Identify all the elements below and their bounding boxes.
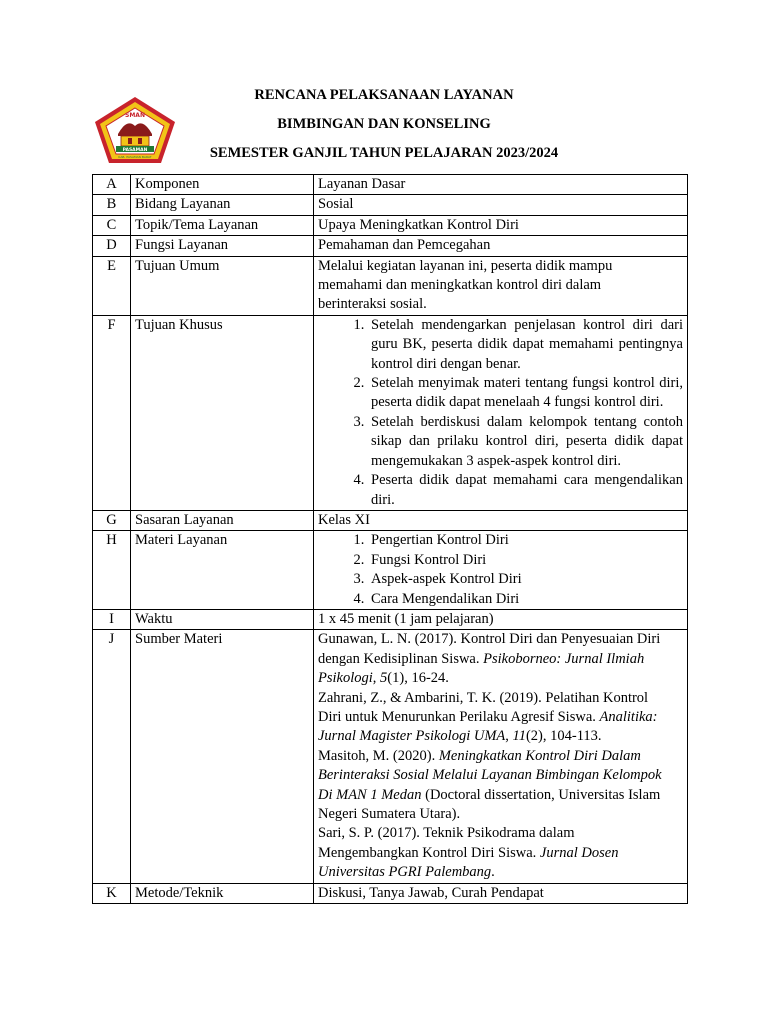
header-title-line3: SEMESTER GANJIL TAHUN PELAJARAN 2023/2024 <box>209 145 559 161</box>
reference-entry <box>318 630 673 688</box>
row-value: Diskusi, Tanya Jawab, Curah Pendapat <box>314 883 688 903</box>
row-label: Materi Layanan <box>131 531 314 610</box>
reference-entry <box>318 689 673 747</box>
table-row <box>93 630 688 883</box>
row-label: Sumber Materi <box>131 630 314 883</box>
objectives-list <box>318 316 683 510</box>
ref-journal: Analitika: Jurnal Magister Psikologi UMA <box>318 708 658 745</box>
list-item: 2. Fungsi Kontrol Diri <box>368 551 683 570</box>
row-label: Sasaran Layanan <box>131 510 314 530</box>
row-letter: A <box>93 175 131 195</box>
row-label: Waktu <box>131 609 314 629</box>
list-item: 2. Setelah menyimak materi tentang fungsi kontrol diri, peserta didik dapat menelaah 4 fungsi kontrol diri. <box>368 374 683 413</box>
row-label: Bidang Layanan <box>131 195 314 215</box>
row-letter: D <box>93 236 131 256</box>
row-label: Komponen <box>131 175 314 195</box>
row-letter: J <box>93 630 131 883</box>
row-letter: I <box>93 609 131 629</box>
row-label: Metode/Teknik <box>131 883 314 903</box>
row-value: Melalui kegiatan layanan ini, peserta didik mampu memahami dan meningkatkan kontrol diri dalam berinteraksi sosial. <box>314 256 688 315</box>
row-value <box>314 315 688 510</box>
ref-journal: Psikoborneo: Jurnal Ilmiah Psikologi <box>318 650 645 687</box>
ref-journal: Jurnal Dosen Universitas PGRI Palembang <box>318 844 619 881</box>
row-label: Topik/Tema Layanan <box>131 215 314 235</box>
ref-text: Zahrani, Z., & Ambarini, T. K. (2019). Pelatihan Kontrol Diri untuk Menurunkan Perilaku Agresif Siswa. <box>318 689 649 725</box>
logo-top-text: SMAN <box>125 112 145 119</box>
table-row <box>93 883 688 903</box>
row-label: Fungsi Layanan <box>131 236 314 256</box>
row-letter: F <box>93 315 131 510</box>
reference-entry <box>318 824 673 882</box>
list-item: 3. Aspek-aspek Kontrol Diri <box>368 570 683 589</box>
row-letter: K <box>93 883 131 903</box>
table-row <box>93 510 688 530</box>
row-value <box>314 531 688 610</box>
row-value: Sosial <box>314 195 688 215</box>
row-letter: B <box>93 195 131 215</box>
ref-text: , <box>372 670 381 687</box>
ref-text: Gunawan, L. N. (2017). Kontrol Diri dan Penyesuaian Diri dengan Kedisiplinan Siswa. <box>318 631 661 667</box>
table-row <box>93 315 688 510</box>
row-letter: H <box>93 531 131 610</box>
table-row <box>93 195 688 215</box>
ref-text: (2), 104-113. <box>525 728 602 745</box>
table-row <box>93 609 688 629</box>
row-value: Upaya Meningkatkan Kontrol Diri <box>314 215 688 235</box>
row-value: 1 x 45 menit (1 jam pelajaran) <box>314 609 688 629</box>
ref-text: (1), 16-24. <box>387 670 449 687</box>
table-row <box>93 215 688 235</box>
service-plan-table <box>92 174 688 904</box>
row-letter: C <box>93 215 131 235</box>
row-label: Tujuan Khusus <box>131 315 314 510</box>
reference-entry <box>318 747 673 825</box>
table-row <box>93 175 688 195</box>
list-item: 1. Setelah mendengarkan penjelasan kontrol diri dari guru BK, peserta didik dapat memahami pentingnya kontrol diri dengan benar. <box>368 316 683 374</box>
ref-text: . <box>491 864 495 881</box>
table-row <box>93 236 688 256</box>
header-title-line1: RENCANA PELAKSANAAN LAYANAN <box>254 87 514 103</box>
logo-ribbon-text: PASAMAN <box>122 148 148 153</box>
list-item: 1. Pengertian Kontrol Diri <box>368 531 683 550</box>
logo-bottom-text: KAB. PASAMAN BARAT <box>118 155 152 159</box>
ref-volume: 11 <box>512 728 526 745</box>
row-value: Layanan Dasar <box>314 175 688 195</box>
row-letter: G <box>93 510 131 530</box>
header-title-line2: BIMBINGAN DAN KONSELING <box>277 116 491 132</box>
table-row <box>93 531 688 610</box>
ref-title: Meningkatkan Kontrol Diri Dalam Berinteraksi Sosial Melalui Layanan Bimbingan Kelompok Di MAN 1 Medan <box>318 747 662 803</box>
list-item: 4. Cara Mengendalikan Diri <box>368 590 683 609</box>
row-label: Tujuan Umum <box>131 256 314 315</box>
list-item: 3. Setelah berdiskusi dalam kelompok tentang contoh sikap dan prilaku kontrol diri, peserta didik dapat mengemukakan 3 aspek-aspek kontrol diri. <box>368 413 683 471</box>
ref-text: Masitoh, M. (2020). <box>318 747 439 764</box>
row-value: Kelas XI <box>314 510 688 530</box>
ref-text: , <box>505 728 513 745</box>
table-row <box>93 256 688 315</box>
ref-volume: 5 <box>380 670 388 687</box>
ref-text: (Doctoral dissertation, Universitas Islam Negeri Sumatera Utara). <box>318 786 661 822</box>
row-value: Pemahaman dan Pemcegahan <box>314 236 688 256</box>
row-value <box>314 630 688 883</box>
ref-text: Sari, S. P. (2017). Teknik Psikodrama dalam Mengembangkan Kontrol Diri Siswa. <box>318 825 575 861</box>
materials-list <box>318 531 683 609</box>
row-letter: E <box>93 256 131 315</box>
list-item: 4. Peserta didik dapat memahami cara mengendalikan diri. <box>368 471 683 510</box>
